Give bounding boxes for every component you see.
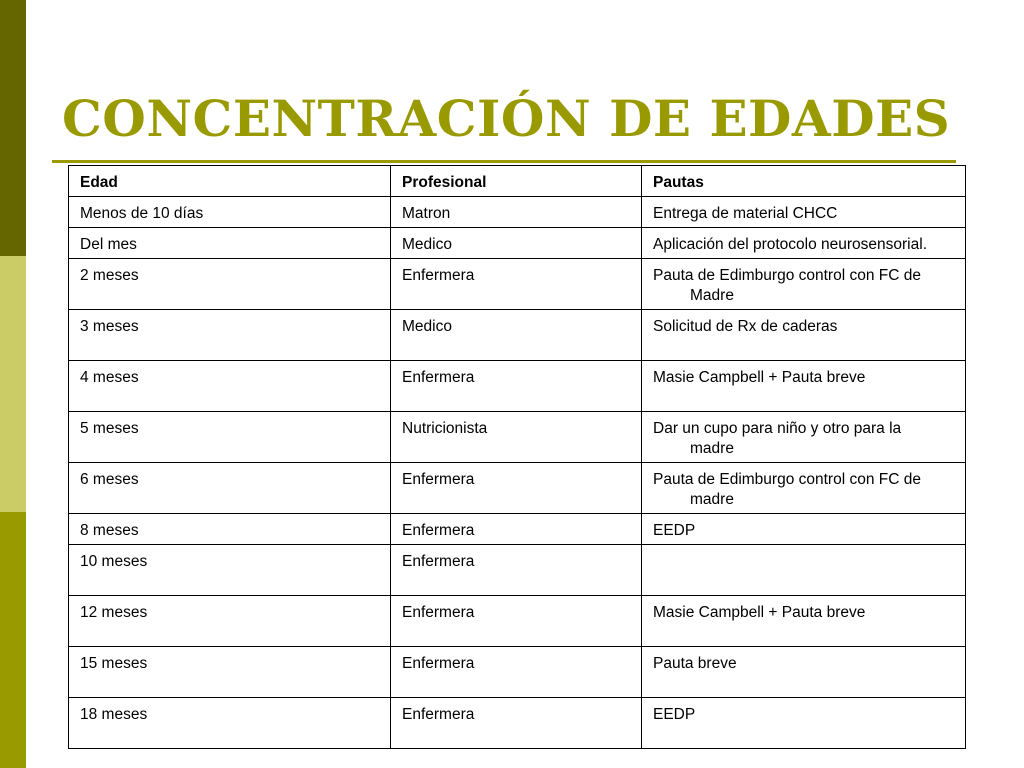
pauta-text: Pauta de Edimburgo control con FC de (653, 471, 921, 488)
cell-profesional: Medico (391, 228, 642, 259)
cell-pauta (642, 698, 966, 749)
table-row (69, 514, 966, 545)
cell-edad: 6 meses (69, 463, 391, 514)
cell-edad: 8 meses (69, 514, 391, 545)
cell-pauta (642, 514, 966, 545)
pauta-text: Pauta de Edimburgo control con FC de (653, 267, 921, 284)
table-row (69, 197, 966, 228)
pauta-text: EEDP (653, 706, 696, 723)
cell-pauta (642, 596, 966, 647)
cell-edad: Menos de 10 días (69, 197, 391, 228)
cell-profesional: Matron (391, 197, 642, 228)
table-row (69, 463, 966, 514)
cell-pauta (642, 228, 966, 259)
pauta-text-continued: madre (690, 491, 734, 508)
table-row (69, 361, 966, 412)
side-bar-top (0, 0, 26, 256)
slide-title: CONCENTRACIÓN DE EDADES (62, 89, 951, 148)
header-edad: Edad (69, 166, 391, 197)
cell-pauta (642, 412, 966, 463)
table-row (69, 545, 966, 596)
table-row (69, 647, 966, 698)
cell-edad: 18 meses (69, 698, 391, 749)
pauta-text: Masie Campbell + Pauta breve (653, 369, 866, 386)
table-header-row (69, 166, 966, 197)
cell-edad: 2 meses (69, 259, 391, 310)
table-row (69, 698, 966, 749)
pauta-text: EEDP (653, 522, 696, 539)
table-row (69, 310, 966, 361)
cell-edad: Del mes (69, 228, 391, 259)
cell-pauta (642, 361, 966, 412)
cell-profesional: Enfermera (391, 596, 642, 647)
cell-profesional: Medico (391, 310, 642, 361)
cell-profesional: Enfermera (391, 361, 642, 412)
pauta-text: Entrega de material CHCC (653, 205, 838, 222)
table-row (69, 412, 966, 463)
cell-edad: 12 meses (69, 596, 391, 647)
table-row (69, 228, 966, 259)
pauta-text-continued: Madre (690, 287, 734, 304)
cell-edad: 3 meses (69, 310, 391, 361)
cell-profesional: Enfermera (391, 698, 642, 749)
cell-pauta (642, 259, 966, 310)
header-pautas: Pautas (642, 166, 966, 197)
table-row (69, 596, 966, 647)
cell-edad: 15 meses (69, 647, 391, 698)
table-row (69, 259, 966, 310)
cell-edad: 5 meses (69, 412, 391, 463)
cell-profesional: Enfermera (391, 647, 642, 698)
cell-pauta (642, 197, 966, 228)
side-bar-middle (0, 256, 26, 512)
cell-profesional: Enfermera (391, 463, 642, 514)
cell-edad: 4 meses (69, 361, 391, 412)
side-bar-bottom (0, 512, 26, 768)
cell-pauta (642, 545, 966, 596)
pauta-text: Dar un cupo para niño y otro para la (653, 420, 902, 437)
header-profesional: Profesional (391, 166, 642, 197)
cell-pauta (642, 463, 966, 514)
pauta-text-continued: madre (690, 440, 734, 457)
pauta-text: Pauta breve (653, 655, 737, 672)
cell-profesional: Enfermera (391, 259, 642, 310)
cell-edad: 10 meses (69, 545, 391, 596)
cell-profesional: Enfermera (391, 514, 642, 545)
cell-pauta (642, 310, 966, 361)
pauta-text: Aplicación del protocolo neurosensorial. (653, 236, 927, 253)
title-underline (52, 160, 956, 163)
age-schedule-table (68, 165, 966, 749)
cell-profesional: Enfermera (391, 545, 642, 596)
cell-profesional: Nutricionista (391, 412, 642, 463)
pauta-text: Masie Campbell + Pauta breve (653, 604, 866, 621)
cell-pauta (642, 647, 966, 698)
pauta-text: Solicitud de Rx de caderas (653, 318, 838, 335)
